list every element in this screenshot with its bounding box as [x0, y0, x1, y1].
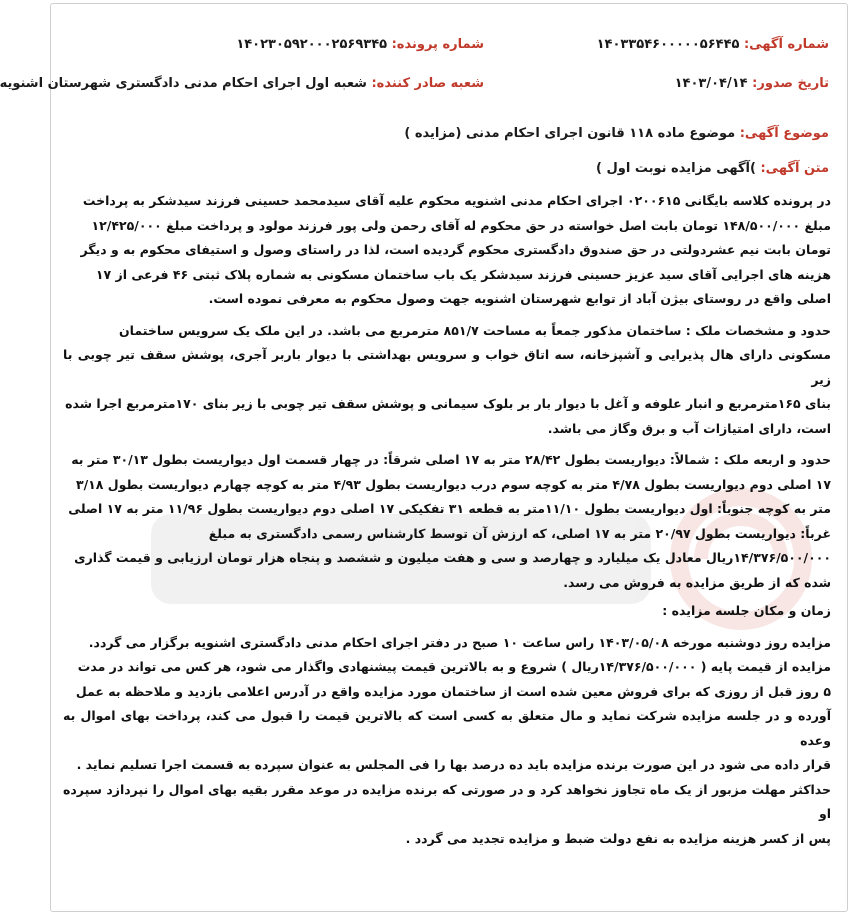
ad-number-label: شماره آگهی: [743, 37, 829, 52]
ad-subject [404, 126, 829, 141]
paragraph-property-specs: حدود و مشخصات ملک : ساختمان مذکور جمعاً به مساحت ۸۵۱/۷ مترمربع می باشد. در این ملک یک سرویس ساختمان مسکونی دارای هال پذیرایی و آشپزخانه، سه اتاق خواب و سرویس بهداشتی با دیوار باربر آجری، پوشش سقف تیر چوبی با زیر بنای ۱۶۵مترمربع و انبار علوفه و آغل با دیوار بار بر بلوک سیمانی و پوشش سقف تیر چوبی با زیر بنای ۱۷۰مترمربع اجرا شده است، دارای امتیازات آب و برق وگاز می باشد. [63, 322, 831, 436]
issue-date-label: تاریخ صدور: [752, 76, 829, 91]
case-number-value: ۱۴۰۲۳۰۵۹۲۰۰۰۲۵۶۹۳۴۵ [236, 37, 388, 52]
paragraph-case: در پرونده کلاسه بایگانی ۰۲۰۰۶۱۵ اجرای احکام مدنی اشنویه محکوم علیه آقای سیدمحمد حسینی فرزند سیدشکر به پرداخت مبلغ ۱۴۸/۵۰۰/۰۰۰ تومان بابت اصل خواسته در حق محکوم له آقای رحمن ولی پور فرزند مولود و پرداخت مبلغ ۱۲/۴۲۵/۰۰۰ تومان بابت نیم عشردولتی در حق صندوق دادگستری محکوم گردیده است، لذا در راستای وصول و استیفای محکوم به و دیگر هزینه های اجرایی آقای سید عزیز حسینی فرزند سیدشکر یک باب ساختمان مسکونی به شماره پلاک ثبتی ۴۶ فرعی از ۱۷ اصلی واقع در روستای بیژن آباد از توابع شهرستان اشنویه جهت وصول محکوم به معرفی نموده است. [80, 193, 831, 306]
paragraph-session-heading: زمان و مکان جلسه مزایده : [662, 603, 831, 618]
announcement-frame [0, 3, 848, 912]
announcement-content [0, 4, 847, 911]
ad-subject-label: موضوع آگهی: [739, 126, 829, 141]
ad-text-heading [596, 161, 829, 176]
paragraph-boundaries: حدود و اربعه ملک : شمالاً: دیواریست بطول ۲۸/۴۲ متر به ۱۷ اصلی شرقاً: در چهار قسمت اول دیواریست بطول ۳۰/۱۳ متر به ۱۷ اصلی دوم دیواریست بطول ۴/۷۸ متر به کوچه سوم درب دیواریست بطول ۴/۹۳ متر به کوچه چهارم دیواریست بطول ۳/۱۸ متر به کوچه جنوباً: اول دیواریست بطول ۱۱/۱۰متر به قطعه ۳۱ تفکیکی ۱۷ اصلی دوم دیواریست بطول ۱۱/۹۶ متر به ۱۷ اصلی غرباً: دیواریست بطول ۲۰/۹۷ متر به ۱۷ اصلی، که ارزش آن توسط کارشناس رسمی دادگستری به مبلغ ۱۴/۳۷۶/۵۰۰/۰۰۰ریال معادل یک میلیارد و چهارصد و سی و هفت میلیون و ششصد و پنجاه هزار تومان ارزیابی و قیمت گذاری شده که از طریق مزایده به فروش می رسد. [68, 452, 831, 590]
ad-text-label: متن آگهی: [760, 161, 829, 176]
issue-date [675, 76, 829, 91]
case-number-label: شماره پرونده: [391, 37, 484, 52]
issue-date-value: ۱۴۰۳/۰۴/۱۴ [674, 76, 748, 91]
issuing-branch-value: شعبه اول اجرای احکام مدنی دادگستری شهرستان اشنویه [0, 76, 367, 91]
issuing-branch-label: شعبه صادر کننده: [371, 76, 484, 91]
paragraph-session-details: مزایده روز دوشنبه مورخه ۱۴۰۳/۰۵/۰۸ راس ساعت ۱۰ صبح در دفتر اجرای احکام مدنی دادگستری اشنویه برگزار می گردد. مزایده از قیمت پایه ( ۱۴/۳۷۶/۵۰۰/۰۰۰ریال ) شروع و به بالاترین قیمت پیشنهادی واگذار می شود، هر کس می تواند در مدت ۵ روز قبل از روزی که برای فروش معین شده است از ساختمان مورد مزایده واقع در آدرس اعلامی بازدید و ملاحظه به عمل آورده و در جلسه مزایده شرکت نماید و مال متعلق به کسی است که بالاترین قیمت را قبول می کند، پرداخت بهای اموال به وعده قرار داده می شود در این صورت برنده مزایده باید ده درصد بها را فی المجلس به عنوان سپرده به قسمت اجرا تسلیم نماید . حداکثر مهلت مزبور از یک ماه تجاوز نخواهد کرد و در صورتی که برنده مزایده در موعد مقرر بقیه بهای اموال را نپردازد سپرده او پس از کسر هزینه مزایده به نفع دولت ضبط و مزایده تجدید می گردد . [63, 634, 831, 846]
ad-subject-value: موضوع ماده ۱۱۸ قانون اجرای احکام مدنی (مزایده ) [404, 126, 736, 141]
ad-number [597, 37, 829, 52]
announcement-body [63, 189, 831, 858]
meta-row-numbers [69, 37, 829, 59]
case-number [236, 37, 484, 52]
ad-number-value: ۱۴۰۳۳۵۴۶۰۰۰۰۰۵۶۴۴۵ [596, 37, 740, 52]
meta-row-date-branch [0, 76, 829, 98]
ad-text-value: )آگهی مزایده نوبت اول ) [596, 161, 756, 176]
issuing-branch [0, 76, 484, 91]
